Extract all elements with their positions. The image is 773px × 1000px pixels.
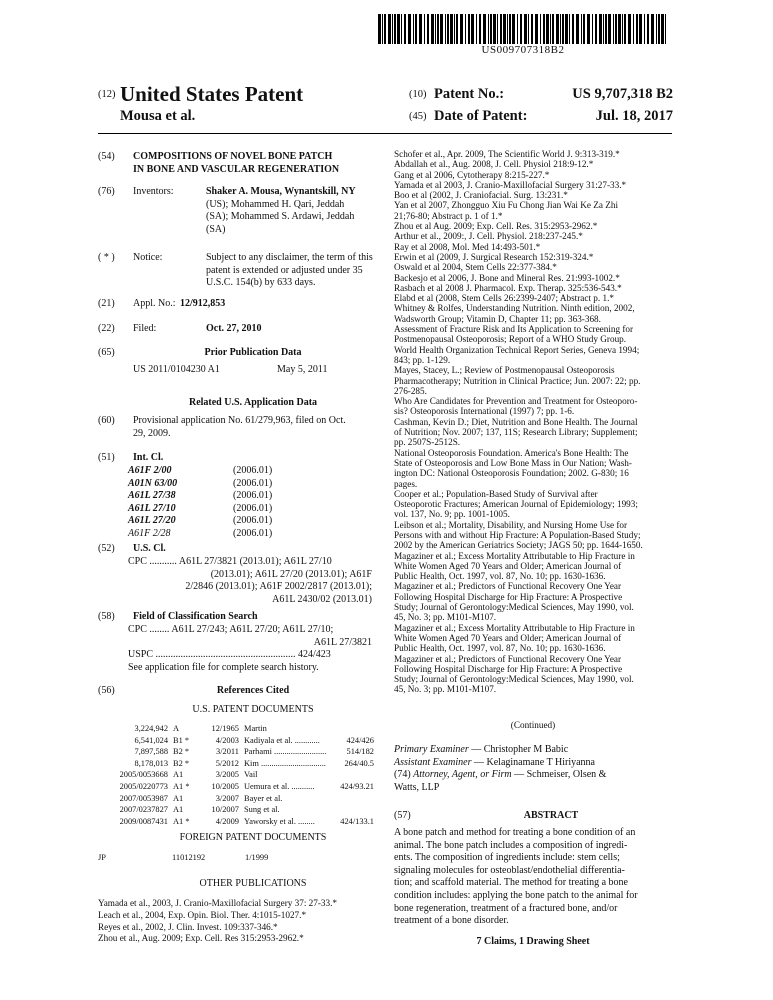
barcode-bar <box>572 14 574 44</box>
other-pub-line: Zhou et al., Aug. 2009; Exp. Cell. Res 315:2953-2962.* <box>98 933 304 944</box>
us-doc-number: 8,178,013 <box>134 758 168 768</box>
reference-line: Leibson et al.; Mortality, Disability, and Nursing Home Use for <box>394 519 628 530</box>
reference-line: Following Hospital Discharge for Hip Fracture: A Prospective <box>394 663 623 674</box>
us-doc-row <box>98 781 374 793</box>
us-doc-class: 424/133.1 <box>340 816 374 826</box>
barcode-bar <box>450 14 453 44</box>
reference-line: Schofer et al., Apr. 2009, The Scientific World J. 9:313-319.* <box>394 149 620 159</box>
reference-line: Rasbach et al 2008 J. Pharmacol. Exp. Therap. 325:536-543.* <box>394 282 622 293</box>
barcode-bar <box>440 14 443 44</box>
barcode-bar <box>437 14 439 44</box>
us-doc-kind: A1 <box>173 805 184 815</box>
barcode-bar <box>599 14 602 44</box>
us-doc-number: 7,897,588 <box>134 747 168 757</box>
cpc-block <box>128 556 372 606</box>
notice-label: Notice: <box>133 252 163 263</box>
us-doc-row <box>98 793 374 805</box>
cpc-line: A61L 2430/02 (2013.01) <box>272 593 372 605</box>
patent-title <box>133 151 339 176</box>
barcode-bar <box>509 14 511 44</box>
barcode-bar <box>419 14 422 44</box>
reference-line: Who Are Candidates for Prevention and Treatment for Osteoporo- <box>394 396 638 407</box>
reference-line: Oswald et al 2004, Stem Cells 22:377-384.* <box>394 262 557 273</box>
reference-line: sis? Osteoporosis International (1997) 7; pp. 1-6. <box>394 406 575 417</box>
reference-line: State of Osteoporosis and Low Bone Mass in Our Nation; Wash- <box>394 457 632 468</box>
barcode-number: US009707318B2 <box>481 44 565 56</box>
barcode-bar <box>644 14 645 44</box>
barcode-bar <box>392 14 393 44</box>
us-doc-kind: B1 * <box>173 735 190 745</box>
inventors-list <box>206 186 356 236</box>
reference-line: National Osteoporosis Foundation. America's Bone Health: The <box>394 447 629 458</box>
us-doc-kind: A1 * <box>173 781 190 791</box>
us-doc-class: 264/40.5 <box>344 758 374 768</box>
barcode-bar <box>651 14 654 44</box>
reference-line: Public Health, Oct. 1997, vol. 87, No. 10; pp. 1630-1636. <box>394 571 606 582</box>
date-label: Date of Patent: <box>434 108 528 124</box>
us-docs-table <box>98 723 374 831</box>
barcode-bar <box>384 14 386 44</box>
reference-line: Erwin et al (2009, J. Surgical Research 152:319-324.* <box>394 251 594 262</box>
reference-line: vol. 137, No. 9; pp. 1001-1005. <box>394 509 510 520</box>
us-doc-row <box>98 758 374 770</box>
refs-tag: (56) <box>98 685 115 696</box>
intcl-table <box>128 465 328 541</box>
inventor-line: (SA); Mohammed S. Ardawi, Jeddah <box>206 211 355 223</box>
barcode-bar <box>520 14 522 44</box>
barcode-bar <box>531 14 533 44</box>
filed-date: Oct. 27, 2010 <box>206 323 262 334</box>
title-tag: (54) <box>98 151 115 162</box>
us-doc-date: 10/2005 <box>211 781 239 791</box>
intcl-tag: (51) <box>98 452 115 463</box>
us-doc-date: 3/2007 <box>215 793 239 803</box>
barcode-bar <box>622 14 623 44</box>
barcode-bar <box>608 14 611 44</box>
abstract-line: treatment of a bone disorder. <box>394 915 509 927</box>
barcode-bar <box>460 14 463 44</box>
barcode-bar <box>415 14 417 44</box>
reference-line: Zhou et al Aug. 2009; Exp. Cell. Res. 315:2953-2962.* <box>394 221 598 232</box>
header-rule <box>98 133 672 134</box>
prior-pub-date: May 5, 2011 <box>277 364 328 375</box>
continued-note: (Continued) <box>510 720 556 730</box>
intcl-row <box>128 490 328 503</box>
us-doc-number: 3,224,942 <box>134 724 168 733</box>
other-pub-line: Reyes et al., 2002, J. Clin. Invest. 109:337-346.* <box>98 921 278 932</box>
foreign-country: JP <box>98 853 106 862</box>
barcode-bar <box>552 14 554 44</box>
barcode-bar <box>503 14 506 44</box>
appl-label: Appl. No.: <box>133 298 176 309</box>
attorney-line2: Watts, LLP <box>394 781 440 793</box>
intcl-row <box>128 465 328 478</box>
barcode-bar <box>397 14 400 44</box>
intcl-row <box>128 503 328 516</box>
us-doc-name: Martin <box>244 724 267 733</box>
barcode-bar <box>560 14 561 44</box>
abstract-line: animal. The bone patch includes a composition of ingredi- <box>394 839 628 851</box>
intcl-label: Int. Cl. <box>133 452 164 463</box>
us-doc-number: 2007/0237827 <box>119 805 168 815</box>
barcode-bar <box>658 14 660 44</box>
barcode-bar <box>613 14 614 44</box>
barcode-bar <box>431 14 434 44</box>
us-doc-class: 424/426 <box>346 735 374 745</box>
office-title: United States Patent <box>120 82 304 106</box>
intcl-date: (2006.01) <box>233 502 273 514</box>
uscl-label: U.S. Cl. <box>133 543 166 554</box>
reference-line: Elabd et al (2008, Stem Cells 26:2399-2407; Abstract p. 1.* <box>394 293 614 304</box>
reference-line: Pharmacotherapy; Nutrition in Clinical Practice; Jun. 2007: 22; pp. <box>394 375 641 386</box>
intcl-row <box>128 515 328 528</box>
us-doc-number: 2005/0220773 <box>119 781 168 791</box>
us-doc-number: 2005/0053668 <box>119 770 168 780</box>
barcode-bar <box>456 14 458 44</box>
barcode-bar <box>665 14 666 44</box>
reference-line: Wadsworth Group; Vitamin D, Chapter 11; pp. 363-368. <box>394 313 601 324</box>
barcode-bar <box>512 14 515 44</box>
patent-no: US 9,707,318 B2 <box>572 86 673 102</box>
barcode-bar <box>493 14 496 44</box>
abstract-tag: (57) <box>394 810 411 821</box>
barcode-bar <box>471 14 474 44</box>
barcode-bar <box>636 14 638 44</box>
reference-line: 2002 by the American Geriatrics Society; JAGS 50; pp. 1644-1650. <box>394 540 643 551</box>
us-doc-name: Vail <box>244 770 258 780</box>
notice-line: U.S.C. 154(b) by 633 days. <box>206 277 316 289</box>
us-doc-kind: B2 * <box>173 758 190 768</box>
us-doc-kind: B2 * <box>173 747 190 757</box>
us-doc-date: 12/1965 <box>211 724 239 733</box>
barcode-bar <box>378 14 381 44</box>
barcode-bar <box>454 14 455 44</box>
reference-line: Yan et al 2007, Zhongguo Xiu Fu Chong Jian Wai Ke Za Zhi <box>394 200 618 211</box>
other-heading: OTHER PUBLICATIONS <box>199 878 307 889</box>
us-doc-row <box>98 804 374 816</box>
barcode-bar <box>581 14 582 44</box>
barcode-bar <box>595 14 597 44</box>
us-doc-date: 5/2012 <box>215 758 239 768</box>
field-cpc-line: CPC ........ A61L 27/243; A61L 27/20; A61L 27/10; <box>128 624 334 635</box>
reference-line: Backesjo et al 2006, J. Bone and Mineral Res. 21:993-1002.* <box>394 272 620 283</box>
assistant-examiner: Assistant Examiner — Kelaginamane T Hiriyanna <box>394 756 595 768</box>
reference-line: Whitney & Rolfes, Understanding Nutrition. Ninth edition, 2002, <box>394 303 635 314</box>
field-note: See application file for complete search history. <box>128 661 319 673</box>
barcode-bar <box>583 14 585 44</box>
barcode-bar <box>647 14 649 44</box>
intcl-code: A61F 2/28 <box>128 527 171 539</box>
abstract-line: signaling molecules for osteoblast/endothelial differentia- <box>394 864 625 876</box>
reference-line: ington DC: National Osteoporosis Foundation; 2002. G-830; 16 <box>394 468 629 479</box>
prior-tag: (65) <box>98 347 115 358</box>
barcode-bar <box>628 14 631 44</box>
patent-date: Jul. 18, 2017 <box>595 108 673 124</box>
barcode-bar <box>427 14 429 44</box>
barcode-bar <box>556 14 559 44</box>
reference-line: Postmenopausal Osteoporosis; Report of a WHO Study Group. <box>394 334 627 345</box>
barcode-bar <box>524 14 527 44</box>
us-doc-number: 6,541,024 <box>134 735 168 745</box>
field-tag: (58) <box>98 611 115 622</box>
related-heading: Related U.S. Application Data <box>188 397 318 408</box>
cpc-line: CPC ........... A61L 27/3821 (2013.01); A61L 27/10 <box>128 556 332 567</box>
reference-line: of Nutrition; Nov. 2007; 137, 11S; Research Library; Supplement; <box>394 427 638 438</box>
intcl-date: (2006.01) <box>233 465 273 476</box>
us-doc-name: Bayer et al. <box>244 793 283 803</box>
other-pub-line: Yamada et al., 2003, J. Cranio-Maxillofacial Surgery 37: 27-33.* <box>98 898 338 908</box>
reference-line: Boo et al (2002, J. Craniofacial. Surg. 13:231.* <box>394 190 568 201</box>
us-doc-row <box>98 769 374 781</box>
barcode-bar <box>535 14 538 44</box>
foreign-heading: FOREIGN PATENT DOCUMENTS <box>179 832 327 843</box>
us-doc-class: 514/182 <box>346 747 374 757</box>
barcode-bar <box>565 14 568 44</box>
barcode-bar <box>540 14 541 44</box>
us-doc-name: Sung et al. <box>244 805 280 815</box>
reference-line: Study; Journal of Gerontology:Medical Sciences, May 1990, vol. <box>394 674 634 685</box>
barcode-bar <box>528 14 529 44</box>
us-doc-row <box>98 735 374 747</box>
abstract-line: A bone patch and method for treating a bone condition of an <box>394 827 636 838</box>
abstract-line: bone regeneration, treatment of a fractured bone, and/or <box>394 902 618 914</box>
uscl-tag: (52) <box>98 543 115 554</box>
cpc-line: (2013.01); A61L 27/20 (2013.01); A61F <box>210 568 372 580</box>
us-doc-kind: A <box>173 724 180 733</box>
us-doc-class: 424/93.21 <box>340 781 374 791</box>
us-doc-kind: A1 <box>173 770 184 780</box>
us-doc-row <box>98 746 374 758</box>
us-doc-date: 10/2007 <box>211 805 239 815</box>
barcode-bar <box>435 14 436 44</box>
intcl-date: (2006.01) <box>233 490 273 502</box>
reference-line: 21;76-80; Abstract p. 1 of 1.* <box>394 210 503 221</box>
attorney-line: (74) Attorney, Agent, or Firm — Schmeiser, Olsen & <box>394 769 607 781</box>
reference-line: Osteoporotic Fractures; American Journal of Epidemiology; 1993; <box>394 499 638 510</box>
tag-10: (10) <box>409 89 427 100</box>
barcode-bar <box>576 14 579 44</box>
reference-line: Gang et al 2006, Cytotherapy 8:215-227.* <box>394 169 550 180</box>
barcode-bar <box>388 14 391 44</box>
reference-line: Ray et al 2008, Mol. Med 14:493-501.* <box>394 241 541 252</box>
appl-tag: (21) <box>98 298 115 309</box>
barcode-bar <box>488 14 489 44</box>
barcode-bar <box>569 14 570 44</box>
barcode-bar <box>445 14 446 44</box>
field-uspc: USPC ........................................................ 424/423 <box>128 649 331 661</box>
us-doc-name: Yaworsky et al. ........ <box>244 816 315 826</box>
field-block <box>128 624 372 674</box>
intcl-code: A01N 63/00 <box>128 477 178 489</box>
barcode-bar <box>562 14 564 44</box>
barcode-bar <box>479 14 481 44</box>
barcode-bar <box>394 14 396 44</box>
intcl-code: A61L 27/10 <box>128 502 176 514</box>
barcode-bar <box>507 14 508 44</box>
us-doc-kind: A1 * <box>173 816 190 826</box>
field-label: Field of Classification Search <box>133 611 258 622</box>
reference-line: pp. 2507S-2512S. <box>394 437 461 448</box>
title-line: IN BONE AND VASCULAR REGENERATION <box>133 163 340 175</box>
barcode-bar <box>633 14 634 44</box>
barcode-bar <box>550 14 551 44</box>
reference-line: Cashman, Kevin D.; Diet, Nutrition and Bone Health. The Journal <box>394 416 638 427</box>
notice-line: Subject to any disclaimer, the term of this <box>206 252 373 263</box>
barcode-bar <box>517 14 518 44</box>
intcl-row <box>128 478 328 491</box>
prov-line: Provisional application No. 61/279,963, filed on Oct. <box>133 415 346 426</box>
intcl-date: (2006.01) <box>233 477 273 489</box>
reference-line: Persons with and without Hip Fracture: A Population-Based Study; <box>394 529 641 540</box>
barcode-bar <box>424 14 425 44</box>
inventor-line: (SA) <box>206 223 226 235</box>
barcode-bar <box>490 14 492 44</box>
us-doc-row <box>98 723 374 735</box>
reference-line: Abdallah et al., Aug. 2008, J. Cell. Physiol 218:9-12.* <box>394 159 594 170</box>
inventor-line: Shaker A. Mousa, Wynantskill, NY <box>206 186 356 197</box>
barcode-bar <box>639 14 642 44</box>
reference-list <box>394 149 674 695</box>
barcode-bar <box>465 14 466 44</box>
us-docs-heading: U.S. PATENT DOCUMENTS <box>192 704 314 715</box>
reference-line: Magaziner et al.; Excess Mortality Attributable to Hip Fracture in <box>394 622 635 633</box>
us-doc-date: 4/2003 <box>215 735 239 745</box>
us-doc-name: Uemura et al. ........... <box>244 781 315 791</box>
appl-number: 12/912,853 <box>180 298 226 309</box>
reference-line: White Women Aged 70 Years and Older; American Journal of <box>394 632 622 643</box>
reference-line: Public Health, Oct. 1997, vol. 87, No. 10; pp. 1630-1636. <box>394 643 606 654</box>
us-doc-date: 3/2005 <box>215 770 239 780</box>
barcode-bar <box>404 14 406 44</box>
inventor-short: Mousa et al. <box>120 108 196 124</box>
reference-line: Arthur et al., 2009:, J. Cell. Physiol. 218:237-245.* <box>394 231 583 242</box>
barcode-bar <box>408 14 411 44</box>
barcode-bar <box>413 14 414 44</box>
inventors-label: Inventors: <box>133 186 174 197</box>
barcode-bar <box>468 14 470 44</box>
intcl-row <box>128 528 328 541</box>
reference-line: World Health Organization Technical Report Series, Geneva 1994; <box>394 344 640 355</box>
abstract-text <box>394 827 674 928</box>
inventors-tag: (76) <box>98 186 115 197</box>
us-doc-date: 4/2009 <box>215 816 239 826</box>
provisional-text <box>133 415 373 440</box>
reference-line: Yamada et al 2003, J. Cranio-Maxillofacial Surgery 31:27-33.* <box>394 179 627 190</box>
barcode-bar <box>592 14 593 44</box>
title-line: COMPOSITIONS OF NOVEL BONE PATCH <box>133 151 333 162</box>
barcode-bar <box>661 14 664 44</box>
other-pub-line: Leach et al., 2004, Exp. Opin. Biol. Ther. 4:1015-1027.* <box>98 909 307 920</box>
barcode-bar <box>447 14 449 44</box>
barcode-bar <box>587 14 590 44</box>
abstract-heading: ABSTRACT <box>523 810 579 821</box>
reference-line: 45, No. 3; pp. M101-M107. <box>394 684 497 695</box>
us-doc-number: 2007/0053987 <box>119 793 168 803</box>
barcode-bar <box>603 14 604 44</box>
prior-heading: Prior Publication Data <box>204 347 302 358</box>
cpc-line: 2/2846 (2013.01); A61F 2002/2817 (2013.01); <box>185 581 372 593</box>
abstract-line: condition includes: applying the bone patch to the animal for <box>394 889 638 901</box>
barcode-bar <box>497 14 498 44</box>
prov-line: 29, 2009. <box>133 427 171 439</box>
us-doc-row <box>98 816 374 828</box>
us-doc-kind: A1 <box>173 793 184 803</box>
intcl-code: A61L 27/38 <box>128 490 176 502</box>
examiners-block <box>394 744 674 794</box>
barcode-bar <box>382 14 383 44</box>
abstract-line: ents. The composition of ingredients include: stem cells; <box>394 852 620 864</box>
notice-text <box>206 252 373 290</box>
reference-line: pages. <box>394 478 418 489</box>
us-doc-name: Parhami ......................... <box>244 747 327 757</box>
reference-line: 276-285. <box>394 385 427 396</box>
claims-line: 7 Claims, 1 Drawing Sheet <box>476 936 590 947</box>
reference-line: Magaziner et al.; Predictors of Functional Recovery One Year <box>394 581 622 592</box>
reference-line: 843; pp. 1-129. <box>394 354 451 365</box>
foreign-date: 1/1999 <box>245 853 269 862</box>
barcode-bar <box>476 14 477 44</box>
barcode-bar <box>546 14 549 44</box>
reference-line: Magaziner et al.; Excess Mortality Attributable to Hip Fracture in <box>394 550 635 561</box>
reference-line: Following Hospital Discharge for Hip Fracture: A Prospective <box>394 591 623 602</box>
filed-label: Filed: <box>133 323 157 334</box>
prov-tag: (60) <box>98 415 115 426</box>
reference-line: Mayes, Stacey, L.; Review of Postmenopausal Osteoporosis <box>394 365 615 376</box>
us-doc-name: Kadiyala et al. ............ <box>244 735 320 745</box>
barcode-bar <box>483 14 486 44</box>
primary-examiner: Primary Examiner — Christopher M Babic <box>394 744 569 755</box>
reference-line: White Women Aged 70 Years and Older; American Journal of <box>394 560 622 571</box>
barcode-bar <box>500 14 502 44</box>
refs-heading: References Cited <box>216 685 290 696</box>
barcode-bar <box>615 14 617 44</box>
us-doc-name: Kim ............................... <box>244 758 326 768</box>
field-cpc-line: A61L 27/3821 <box>313 636 372 648</box>
intcl-date: (2006.01) <box>233 515 273 527</box>
foreign-number: 11012192 <box>172 853 206 862</box>
reference-line: 45, No. 3; pp. M101-M107. <box>394 612 497 623</box>
barcode-bar <box>543 14 545 44</box>
barcode-bar <box>401 14 402 44</box>
abstract-line: tion; and scaffold material. The method for treating a bone <box>394 877 628 889</box>
barcode-bar <box>618 14 621 44</box>
prior-pub-no: US 2011/0104230 A1 <box>133 364 220 375</box>
reference-line: Cooper et al.; Population-Based Study of Survival after <box>394 488 598 499</box>
filed-tag: (22) <box>98 323 115 334</box>
reference-line: Assessment of Fracture Risk and Its Application to Screening for <box>394 324 634 335</box>
barcode-bar <box>656 14 657 44</box>
barcode-bar <box>605 14 607 44</box>
other-pubs <box>98 898 378 945</box>
notice-line: patent is extended or adjusted under 35 <box>206 264 363 276</box>
patent-no-label: Patent No.: <box>434 86 505 102</box>
intcl-code: A61F 2/00 <box>128 465 172 476</box>
reference-line: Magaziner et al.; Predictors of Functional Recovery One Year <box>394 653 622 664</box>
us-doc-date: 3/2011 <box>216 747 239 757</box>
barcode-bar <box>624 14 626 44</box>
tag-45: (45) <box>409 111 427 122</box>
us-doc-number: 2009/0087431 <box>119 816 168 826</box>
intcl-code: A61L 27/20 <box>128 515 176 527</box>
inventor-line: (US); Mohammed H. Qari, Jeddah <box>206 198 345 210</box>
intcl-date: (2006.01) <box>233 527 273 539</box>
barcode <box>378 14 668 44</box>
reference-line: Study; Journal of Gerontology:Medical Sciences, May 1990, vol. <box>394 602 634 613</box>
tag-12: (12) <box>98 89 116 100</box>
notice-tag: ( * ) <box>98 252 115 263</box>
